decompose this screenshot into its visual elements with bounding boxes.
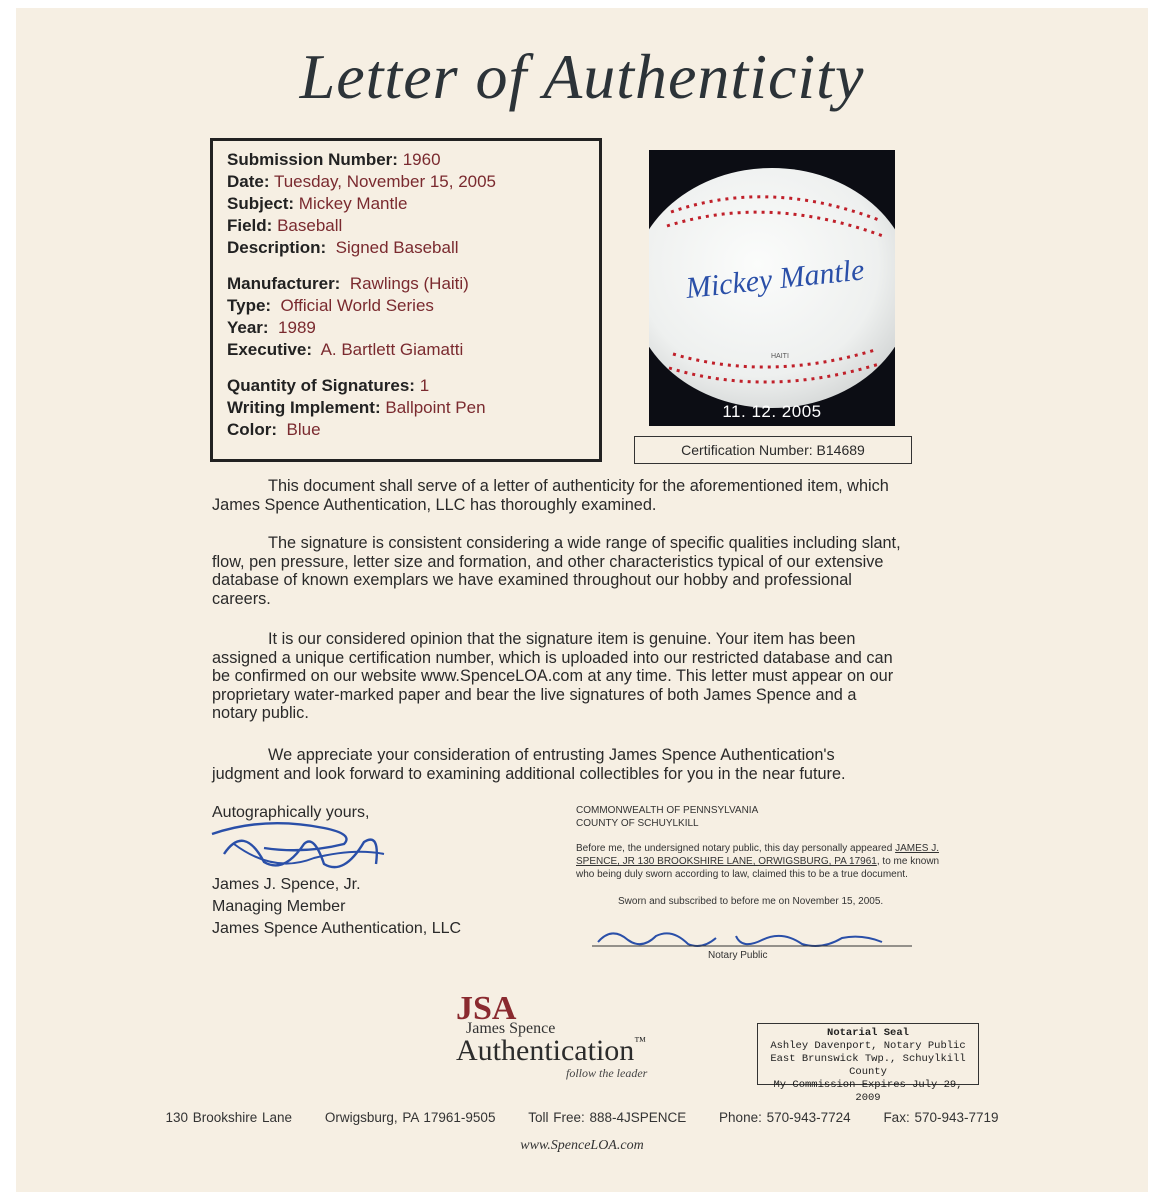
info-group-manufacture (227, 273, 599, 361)
quantity-row: Quantity of Signatures: 1 (227, 376, 430, 395)
footer-contact: 130 Brookshire Lane Orwigsburg, PA 17961-9505 Toll Free: 888-4JSPENCE Phone: 570-943-7724 Fax: 570-943-7719 (165, 1110, 999, 1125)
manufacturer-row: Manufacturer: Rawlings (Haiti) (227, 274, 469, 293)
signer-company: James Spence Authentication, LLC (212, 920, 462, 937)
type-row: Type: Official World Series (227, 296, 434, 315)
svg-text:Mickey Mantle: Mickey Mantle (684, 253, 866, 305)
signer-name: James J. Spence, Jr. (212, 876, 361, 893)
field-row: Field: Baseball (227, 216, 343, 235)
color-row: Color: Blue (227, 420, 321, 439)
closing-text: Autographically yours, (212, 804, 370, 821)
info-group-signature (227, 375, 599, 441)
year-row: Year: 1989 (227, 318, 316, 337)
implement-row: Writing Implement: Ballpoint Pen (227, 398, 486, 417)
photo-date-stamp: 11. 12. 2005 (722, 402, 822, 421)
ball-stamp-text: HAITI (771, 353, 789, 360)
notary-public-label: Notary Public (708, 950, 768, 961)
date-row: Date: Tuesday, November 15, 2005 (227, 172, 497, 191)
paragraph-3: It is our considered opinion that the signature item is genuine. Your item has been assigned a unique certification number, which is uploaded into our restricted database and can be confirmed on our website www.SpenceLOA.com at any time. This letter must appear on our proprietary water-marked paper and bear the live signatures of both James Spence and a notary public. (212, 630, 894, 722)
footer-website: www.SpenceLOA.com (520, 1138, 644, 1153)
paragraph-4: We appreciate your consideration of entrusting James Spence Authentication's judgment and look forward to examining additional collectibles for you in the near future. (212, 746, 846, 783)
jsa-logo: JSA James Spence Authentication™ follow the leader (456, 990, 648, 1080)
paragraph-2: The signature is consistent considering a wide range of specific qualities including slant, flow, pen pressure, letter size and formation, and other characteristics typical of our extensive database of known exemplars we have examined throughout our hobby and professional careers. (212, 534, 901, 608)
signer-role: Managing Member (212, 898, 346, 915)
subject-row: Subject: Mickey Mantle (227, 194, 408, 213)
description-row: Description: Signed Baseball (227, 238, 459, 257)
certification-number: Certification Number: B14689 (634, 436, 912, 464)
signer-block (212, 874, 461, 940)
notarial-seal: Notarial Seal Ashley Davenport, Notary Public East Brunswick Twp., Schuylkill County My Commission Expires July 29, 2009 (757, 1023, 979, 1085)
spence-signature (204, 814, 394, 878)
info-group-item (227, 149, 599, 259)
mantle-signature (649, 150, 895, 426)
submission-row: Submission Number: 1960 (227, 150, 441, 169)
notary-block: COMMONWEALTH OF PENNSYLVANIA COUNTY OF SCHUYLKILL Before me, the undersigned notary public, this day personally appeared JAMES J. SPENCE, JR 130 BROOKSHIRE LANE, ORWIGSBURG, PA 17961, to me known who being duly sworn according to law, claimed this to be a true document. Sworn and subscribed to before me on November 15, 2005. (576, 805, 940, 907)
executive-row: Executive: A. Bartlett Giamatti (227, 340, 464, 359)
item-info-box (210, 138, 602, 462)
paragraph-1: This document shall serve of a letter of authenticity for the aforementioned item, which James Spence Authentication, LLC has thoroughly examined. (212, 477, 889, 514)
baseball-photo (649, 150, 895, 426)
page-title: Letter of Authenticity (299, 41, 865, 112)
